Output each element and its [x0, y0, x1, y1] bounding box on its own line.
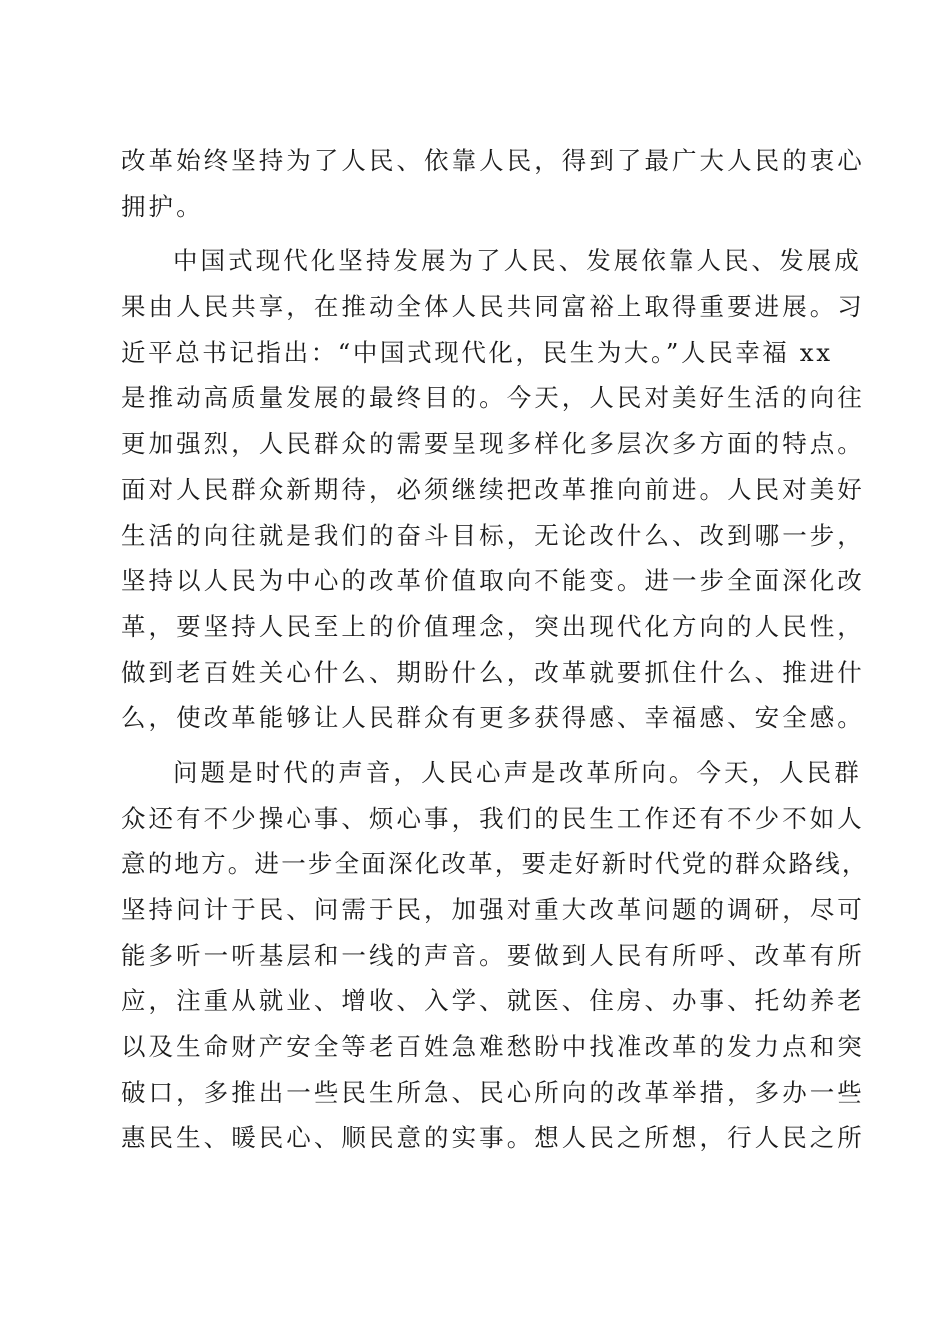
text-line: 更加强烈，人民群众的需要呈现多样化多层次多方面的特点。 [121, 429, 865, 459]
text-line: 惠民生、暖民心、顺民意的实事。想人民之所想，行人民之所 [121, 1123, 865, 1153]
paragraph-2 [121, 238, 865, 741]
text-line: 坚持问计于民、问需于民，加强对重大改革问题的调研，尽可 [121, 895, 865, 924]
text-line: 意的地方。进一步全面深化改革，要走好新时代党的群众路线， [121, 849, 869, 879]
text-line: 改革始终坚持为了人民、依靠人民，得到了最广大人民的衷心 [121, 146, 865, 175]
text-line: 近平总书记指出：“中国式现代化，民生为大。”人民幸福 xx [121, 337, 833, 367]
text-line: 面对人民群众新期待，必须继续把改革推向前进。人民对美好 [121, 474, 865, 504]
text-line: 么，使改革能够让人民群众有更多获得感、幸福感、安全感。 [121, 703, 865, 733]
text-line: 果由人民共享，在推动全体人民共同富裕上取得重要进展。习 [121, 292, 865, 322]
text-line: 做到老百姓关心什么、期盼什么，改革就要抓住什么、推进什 [121, 657, 865, 687]
paragraph-1 [121, 138, 865, 229]
text-line: 坚持以人民为中心的改革价值取向不能变。进一步全面深化改 [121, 566, 865, 596]
paragraph-gap [121, 741, 831, 750]
text-line: 以及生命财产安全等老百姓急难愁盼中找准改革的发力点和突 [121, 1032, 865, 1062]
text-line: 生活的向往就是我们的奋斗目标，无论改什么、改到哪一步， [121, 520, 865, 550]
text-line: 应，注重从就业、增收、入学、就医、住房、办事、托幼养老 [121, 986, 865, 1016]
text-line: 革，要坚持人民至上的价值理念，突出现代化方向的人民性， [121, 611, 865, 641]
text-line: 问题是时代的声音，人民心声是改革所向。今天，人民群 [173, 757, 862, 787]
document-body [121, 138, 869, 1161]
text-line: 众还有不少操心事、烦心事，我们的民生工作还有不少不如人 [121, 803, 865, 833]
text-line: 中国式现代化坚持发展为了人民、发展依靠人民、发展成 [173, 246, 862, 276]
text-line: 破口，多推出一些民生所急、民心所向的改革举措，多办一些 [121, 1077, 865, 1107]
paragraph-3 [121, 750, 869, 1161]
text-line: 能多听一听基层和一线的声音。要做到人民有所呼、改革有所 [121, 940, 865, 970]
text-line: 拥护。 [121, 191, 204, 221]
text-line: 是推动高质量发展的最终目的。今天，人民对美好生活的向往 [121, 383, 865, 413]
paragraph-gap [121, 229, 831, 238]
